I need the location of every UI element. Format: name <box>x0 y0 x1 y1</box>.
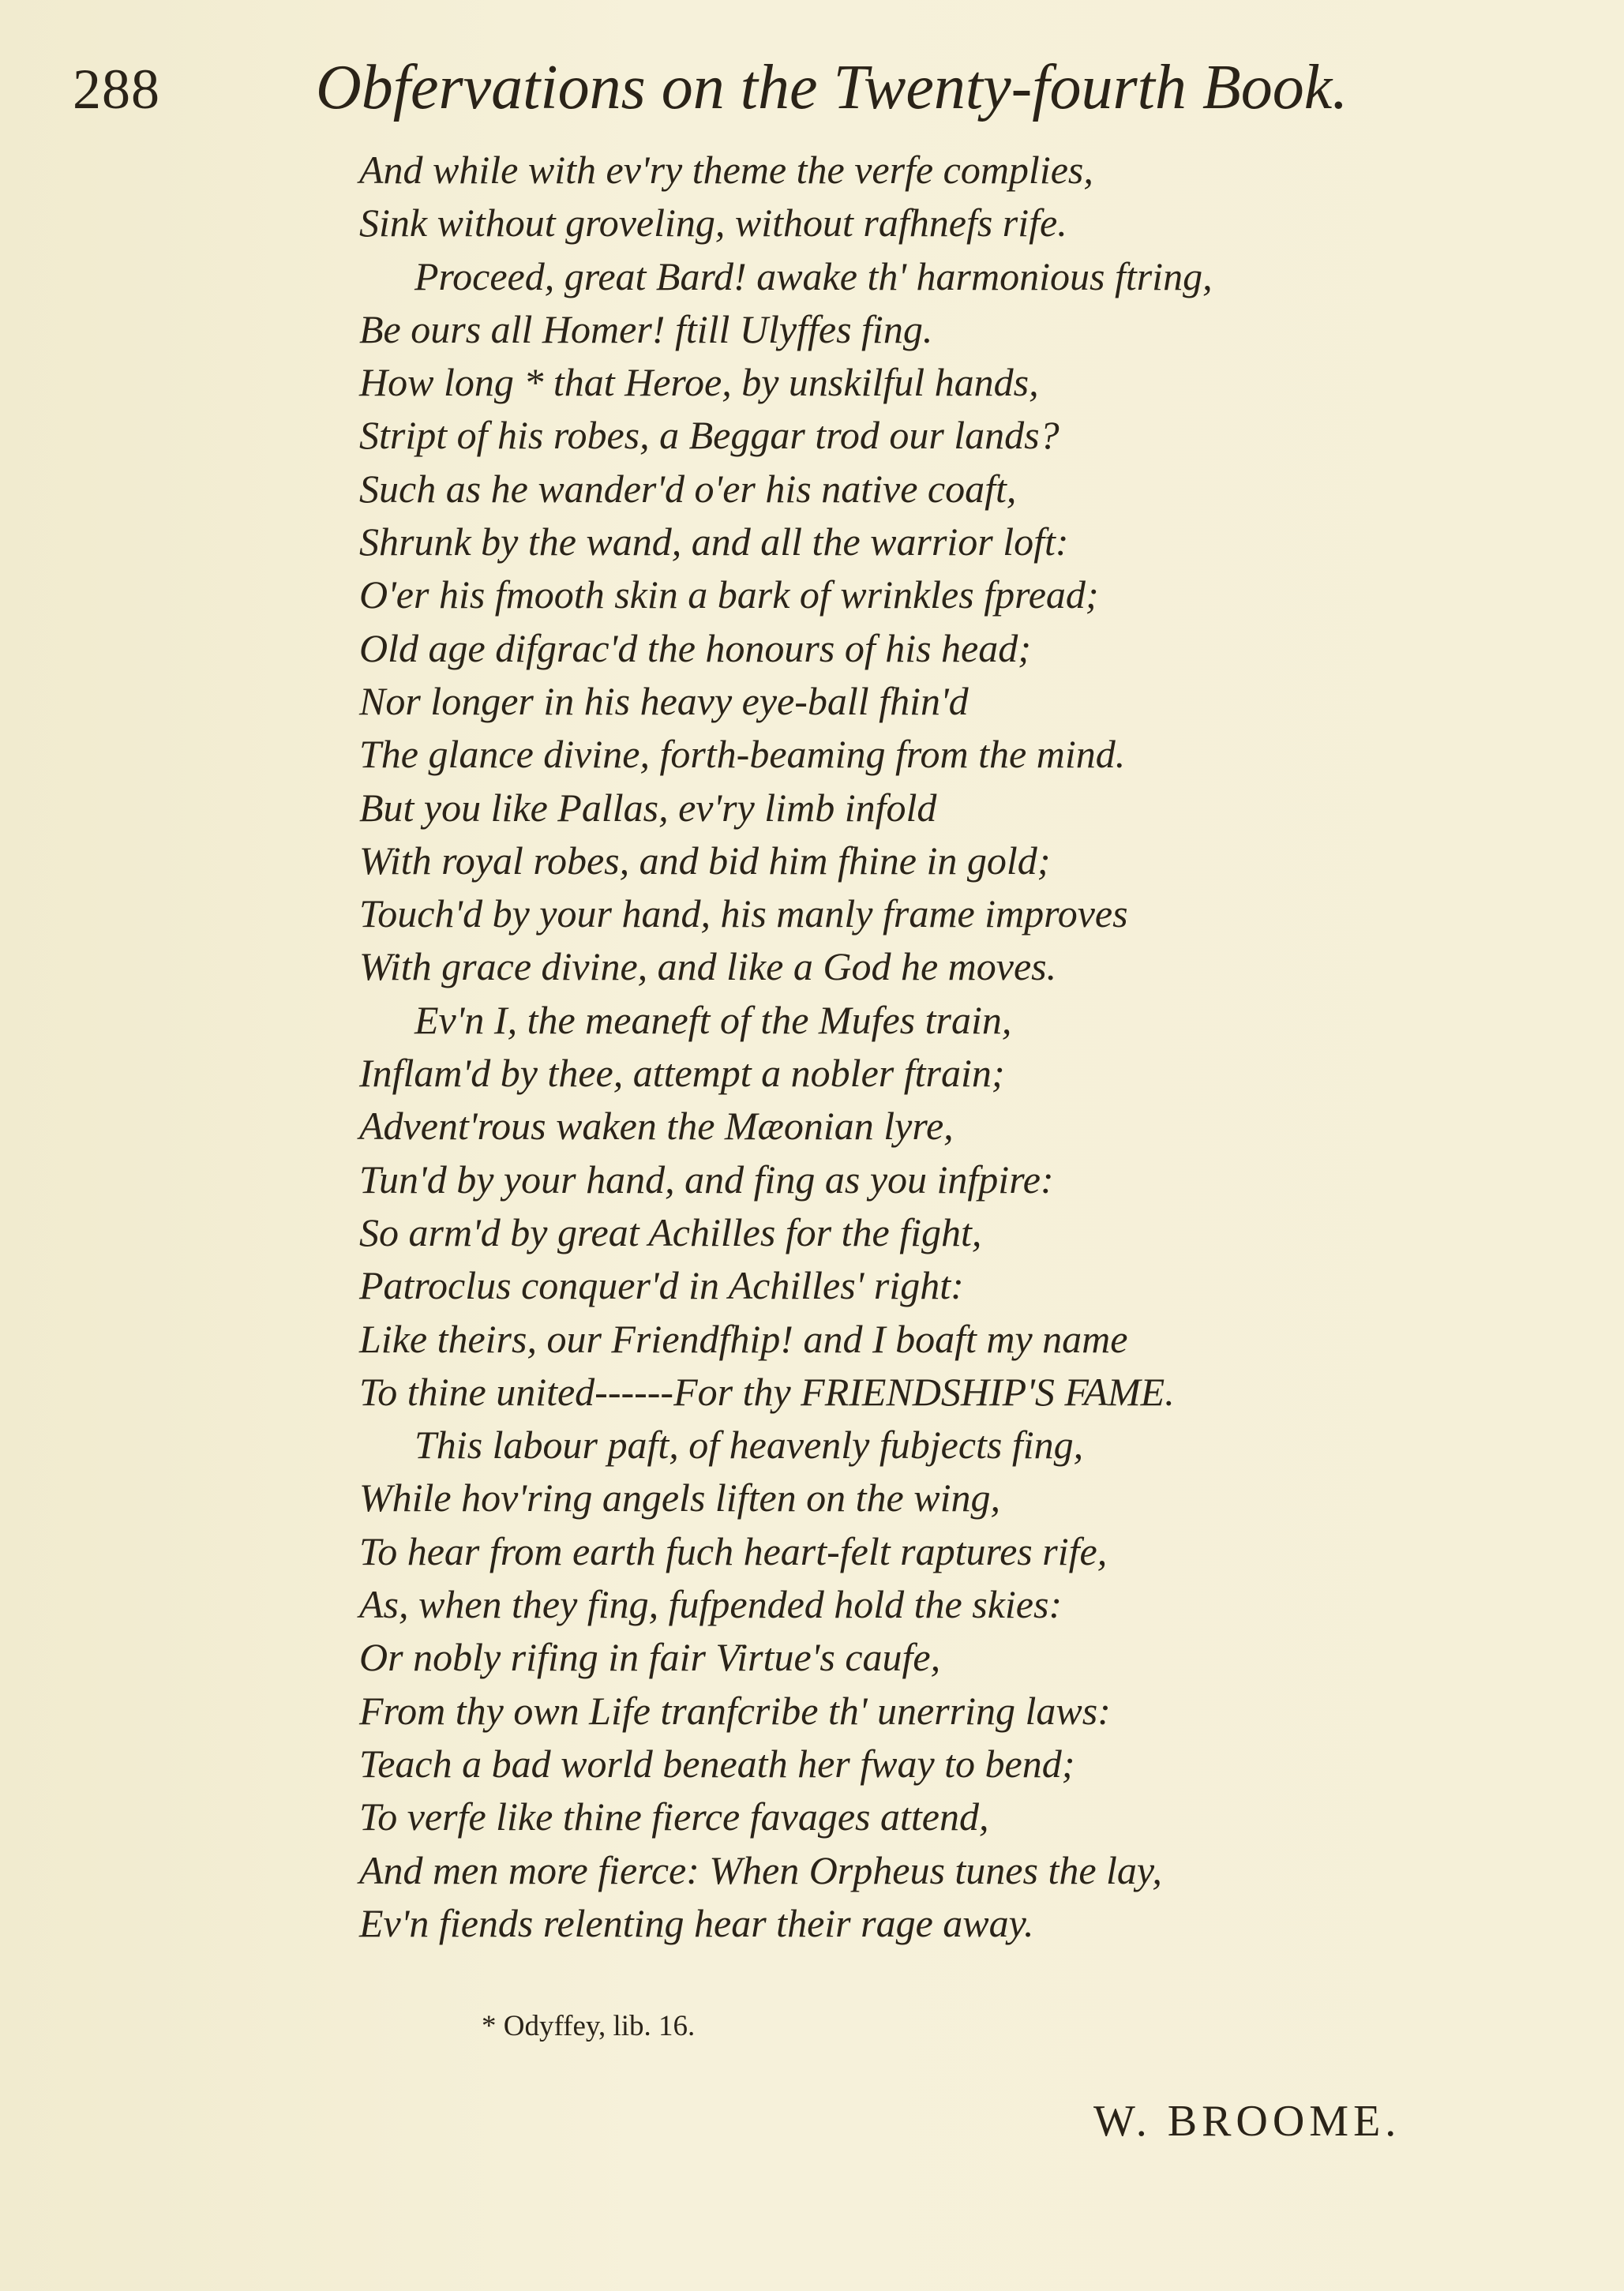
poem-line: To thine united------For thy FRIENDSHIP'S FAME. <box>359 1369 1175 1414</box>
poem-line: Proceed, great Bard! awake th' harmonious ftring, <box>414 253 1213 298</box>
poem-line: The glance divine, forth-beaming from the mind. <box>359 732 1126 777</box>
poem-line: Such as he wander'd o'er his native coaft, <box>359 466 1017 511</box>
poem-line: Sink without groveling, without rafhnefs rife. <box>359 201 1067 246</box>
poem-line: Or nobly rifing in fair Virtue's caufe, <box>359 1635 941 1680</box>
poem-line: And men more fierce: When Orpheus tunes the lay, <box>359 1847 1162 1892</box>
poem-line: Nor longer in his heavy eye-ball fhin'd <box>359 678 969 723</box>
poem-line: Ev'n fiends relenting hear their rage away. <box>359 1900 1034 1945</box>
poem-line: Touch'd by your hand, his manly frame improves <box>359 891 1128 936</box>
poem-line: Ev'n I, the meaneft of the Mufes train, <box>414 997 1012 1042</box>
poem-line: To verfe like thine fierce favages attend, <box>359 1794 989 1839</box>
poem-line: To hear from earth fuch heart-felt raptures rife, <box>359 1528 1108 1573</box>
poem-line: Patroclus conquer'd in Achilles' right: <box>359 1263 964 1308</box>
poem-line: Teach a bad world beneath her fway to bend; <box>359 1741 1075 1786</box>
poem-line: Stript of his robes, a Beggar trod our lands? <box>359 413 1060 458</box>
poem-line: But you like Pallas, ev'ry limb infold <box>359 785 937 830</box>
poem-line: With grace divine, and like a God he moves. <box>359 944 1057 989</box>
running-head: Obfervations on the Twenty-fourth Book. <box>316 53 1348 122</box>
poem-line: And while with ev'ry theme the verfe complies, <box>359 148 1093 192</box>
poem-line: Like theirs, our Friendfhip! and I boaft my name <box>359 1316 1128 1361</box>
poem-line: So arm'd by great Achilles for the fight, <box>359 1209 982 1254</box>
page-number: 288 <box>73 58 160 121</box>
poem-line: Shrunk by the wand, and all the warrior loft: <box>359 519 1069 564</box>
poem-line: Be ours all Homer! ftill Ulyffes fing. <box>359 306 933 351</box>
poem-line: Inflam'd by thee, attempt a nobler ftrain; <box>359 1051 1005 1096</box>
poem-line: Tun'd by your hand, and fing as you infpire: <box>359 1157 1054 1202</box>
poem-line: O'er his fmooth skin a bark of wrinkles fpread; <box>359 572 1099 617</box>
poem-line: With royal robes, and bid him fhine in gold; <box>359 838 1051 883</box>
poem-line: Advent'rous waken the Mæonian lyre, <box>359 1104 954 1149</box>
poem-line: This labour paft, of heavenly fubjects fing, <box>414 1423 1084 1468</box>
signature: W. BROOME. <box>1093 2097 1401 2146</box>
poem-line: While hov'ring angels liften on the wing, <box>359 1475 1000 1520</box>
poem-line: Old age difgrac'd the honours of his head; <box>359 625 1031 670</box>
poem-line: From thy own Life tranfcribe th' unerring laws: <box>359 1688 1111 1733</box>
poem <box>359 144 1543 1950</box>
poem-line: How long * that Heroe, by unskilful hands, <box>359 360 1039 405</box>
footnote: * Odyffey, lib. 16. <box>482 2010 696 2042</box>
poem-line: As, when they fing, fufpended hold the skies: <box>359 1582 1063 1627</box>
